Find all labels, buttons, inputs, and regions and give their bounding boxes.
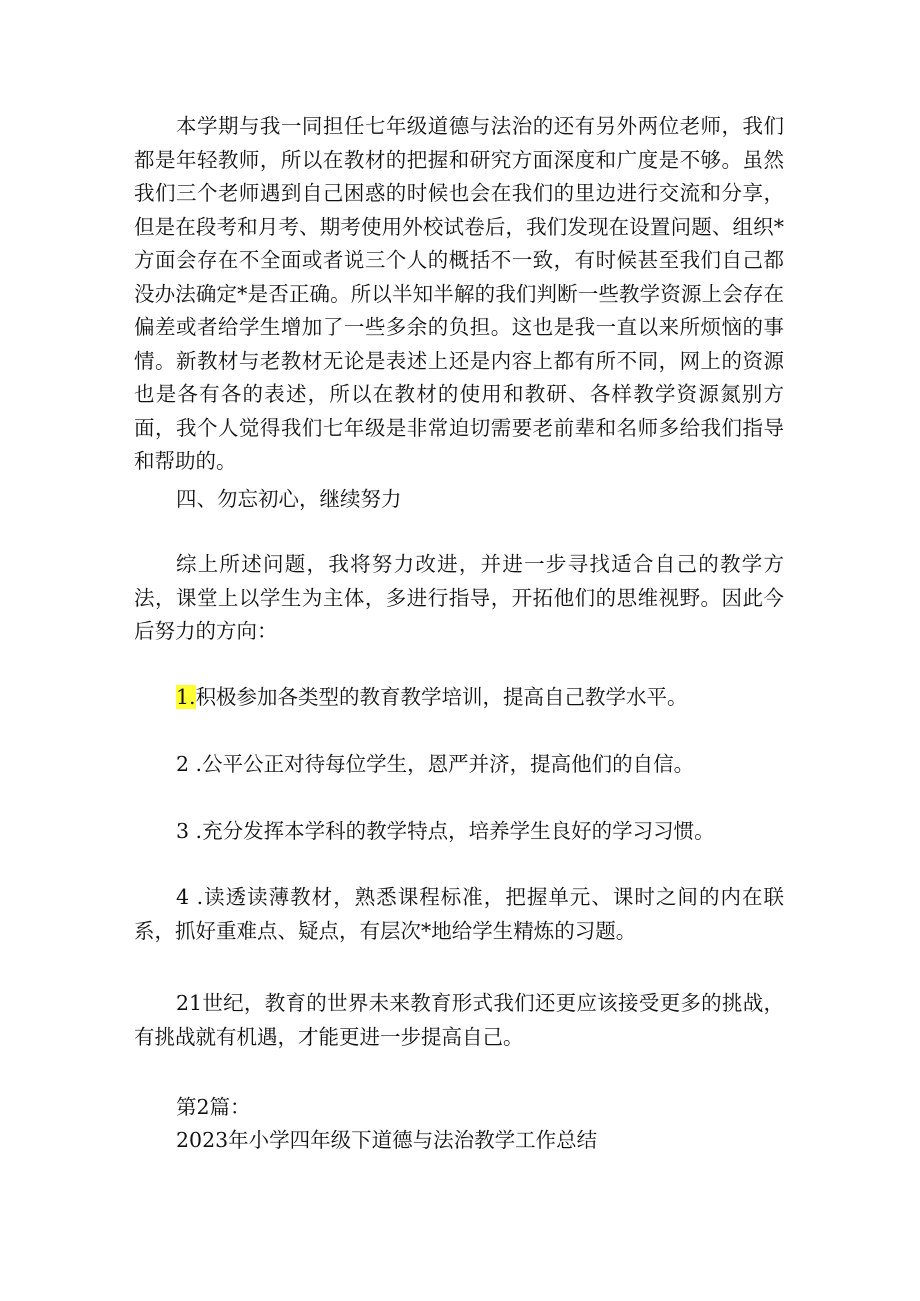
- list-item-2: 2 .公平公正对待每位学生，恩严并济，提高他们的自信。: [176, 752, 695, 776]
- section-heading-four: 四、勿忘初心，继续努力: [176, 487, 402, 511]
- paragraph-teaching-difficulties: 本学期与我一同担任七年级道德与法治的还有另外两位老师，我们都是年轻教师，所以在教材的把握和研究方面深度和广度是不够。虽然我们三个老师遇到自己困惑的时候也会在我们的里边进行交流和分享，但是在段考和月考、期考使用外校试卷后，我们发现在设置问题、组织*方面会存在不全面或者说三个人的概括不一致，有时候甚至我们自己都没办法确定*是否正确。所以半知半解的我们判断一些教学资源上会存在偏差或者给学生增加了一些多余的负担。这也是我一直以来所烦恼的事情。新教材与老教材无论是表述上还是内容上都有所不同，网上的资源也是各有各的表述，所以在教材的使用和教研、各样教学资源氮别方面，我个人觉得我们七年级是非常迫切需要老前辈和名师多给我们指导和帮助的。: [134, 114, 784, 473]
- part-2-title: 2023年小学四年级下道德与法治教学工作总结: [176, 1128, 598, 1152]
- highlighted-number: 1.: [176, 685, 196, 709]
- list-item-1-text: 积极参加各类型的教育教学培训，提高自己教学水平。: [195, 685, 688, 709]
- list-item-3: 3 .充分发挥本学科的教学特点，培养学生良好的学习习惯。: [176, 819, 715, 843]
- paragraph-21st-century: 21世纪，教育的世界未来教育形式我们还更应该接受更多的挑战，有挑战就有机遇，才能更进一步提高自己。: [134, 991, 784, 1049]
- list-item-4: 4 .读透读薄教材，熟悉课程标准，把握单元、课时之间的内在联系，抓好重难点、疑点，有层次*地给学生精炼的习题。: [134, 885, 784, 943]
- list-item-1: [176, 681, 688, 715]
- part-2-label: 第2篇：: [176, 1095, 251, 1119]
- paragraph-improvement-direction: 综上所述问题，我将努力改进，并进一步寻找适合自己的教学方法，课堂上以学生为主体，多进行指导，开拓他们的思维视野。因此今后努力的方向：: [134, 552, 784, 643]
